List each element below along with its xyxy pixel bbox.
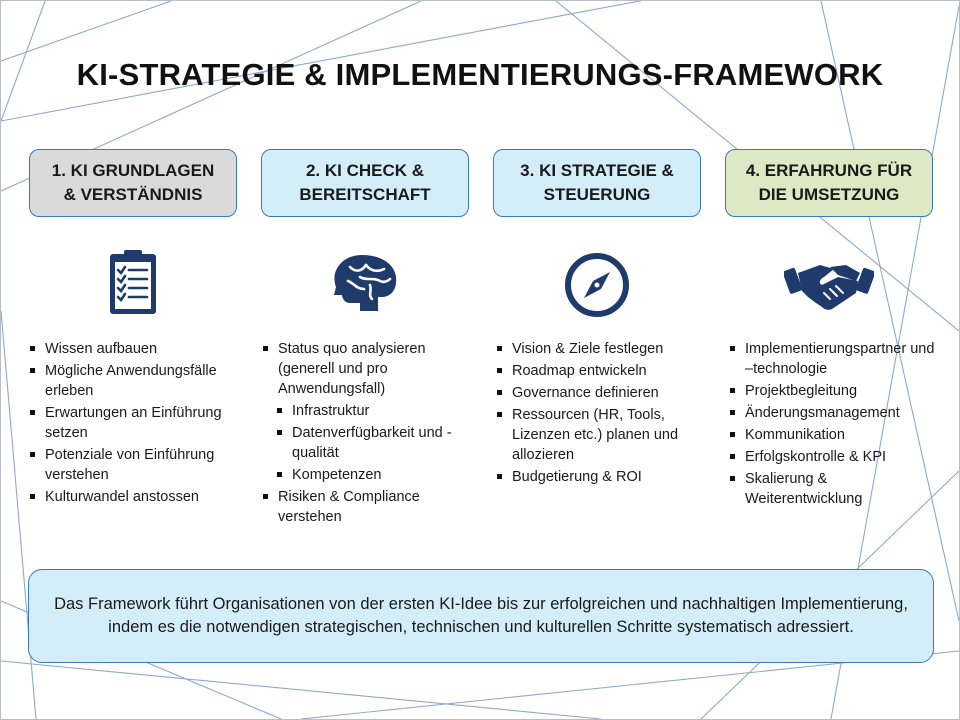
bullet-item: Roadmap entwickeln	[496, 361, 706, 381]
compass-icon	[552, 247, 642, 321]
column-1-header	[29, 149, 237, 217]
column-2-bullets	[262, 339, 474, 529]
column-4-header-line-1: 4. ERFAHRUNG FÜR	[745, 161, 913, 180]
column-2-header-line-1: 2. KI CHECK &	[305, 161, 425, 180]
bullet-item: Potenziale von Einführung verstehen	[29, 445, 243, 485]
sub-bullet-item: Datenverfügbarkeit und -qualität	[276, 423, 474, 463]
bullet-item: Implementierungspartner und –technologie	[729, 339, 941, 379]
column-3-header-line-1: 3. KI STRATEGIE &	[520, 161, 674, 180]
handshake-icon	[784, 247, 874, 321]
column-1-header-line-2: & VERSTÄNDNIS	[63, 185, 203, 204]
brain-icon	[320, 247, 410, 321]
summary-text: Das Framework führt Organisationen von der ersten KI-Idee bis zur erfolgreichen und nachhaltigen Implementierung, indem es die notwendigen strategischen, technischen und kulturellen Schritte systematisch adressiert.	[54, 595, 908, 636]
column-4-bullets	[729, 339, 941, 511]
clipboard-checklist-icon	[88, 247, 178, 321]
column-3-bullets	[496, 339, 706, 489]
bullet-item: Erwartungen an Einführung setzen	[29, 403, 243, 443]
page-title: KI-STRATEGIE & IMPLEMENTIERUNGS-FRAMEWORK	[76, 57, 884, 92]
bullet-item: Wissen aufbauen	[29, 339, 243, 359]
bullet-item: Budgetierung & ROI	[496, 467, 706, 487]
column-2-header-line-2: BEREITSCHAFT	[299, 185, 431, 204]
bullet-item: Änderungsmanagement	[729, 403, 941, 423]
bullet-item: Governance definieren	[496, 383, 706, 403]
summary-box	[28, 569, 934, 663]
bullet-item: Status quo analysieren (generell und pro Anwendungsfall)	[262, 339, 474, 399]
bullet-item: Projektbegleitung	[729, 381, 941, 401]
column-4-header	[725, 149, 933, 217]
bullet-item: Risiken & Compliance verstehen	[262, 487, 474, 527]
bullet-item: Kommunikation	[729, 425, 941, 445]
column-4-header-line-2: DIE UMSETZUNG	[758, 185, 900, 204]
bullet-item: Ressourcen (HR, Tools, Lizenzen etc.) planen und allozieren	[496, 405, 706, 465]
sub-bullet-item: Kompetenzen	[276, 465, 474, 485]
bullet-item: Erfolgskontrolle & KPI	[729, 447, 941, 467]
sub-bullet-item: Infrastruktur	[276, 401, 474, 421]
column-1-bullets	[29, 339, 243, 509]
bullet-item: Kulturwandel anstossen	[29, 487, 243, 507]
bullet-item: Mögliche Anwendungsfälle erleben	[29, 361, 243, 401]
bullet-item: Skalierung & Weiterentwicklung	[729, 469, 941, 509]
column-2-header	[261, 149, 469, 217]
bullet-item: Vision & Ziele festlegen	[496, 339, 706, 359]
column-1-header-line-1: 1. KI GRUNDLAGEN	[51, 161, 215, 180]
column-3-header	[493, 149, 701, 217]
column-3-header-line-2: STEUERUNG	[543, 185, 651, 204]
